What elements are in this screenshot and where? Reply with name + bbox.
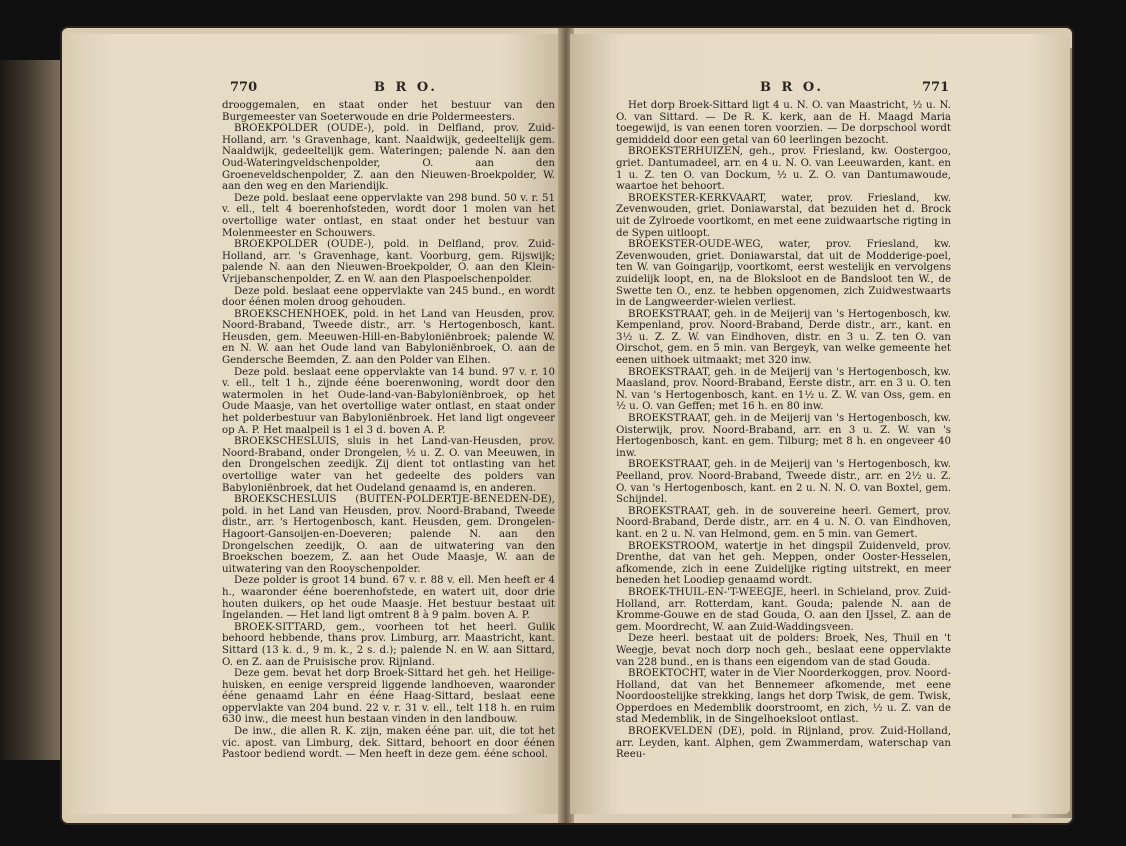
right-page-header xyxy=(570,80,1070,100)
paragraph: Deze pold. beslaat eene oppervlakte van 14 bund. 97 v. r. 10 v. ell., telt 1 h., zijnde ééne boerenwoning, wordt door den watermolen in het Oude-land-van-Babyloniënbroek, op het Oude Maasje, van het overtollige water ontlast, en staat onder het polderbestuur van Babyloniënbroek. Het land ligt ongeveer op A. P. Het maalpeil is 1 el 3 d. boven A. P. xyxy=(222,366,555,436)
running-head: B R O. xyxy=(760,80,824,95)
left-page-header xyxy=(62,80,562,100)
paragraph: BROEKSTROOM, watertje in het dingspil Zuidenveld, prov. Drenthe, dat van het geh. Meppen, onder Ooster-Hesselen, afkomende, zich in eene Zuidelijke rigting uitstrekt, en meer beneden het Loodiep genaamd wordt. xyxy=(616,540,951,587)
paragraph: Het dorp Broek-Sittard ligt 4 u. N. O. van Maastricht, ½ u. N. O. van Sittard. — De R. K. kerk, aan de H. Maagd Maria toegewijd, is van eenen toren voorzien. — De dorpschool wordt gemiddeld door een getal van 60 leerlingen bezocht. xyxy=(616,100,951,146)
page-number: 770 xyxy=(230,80,258,95)
paragraph: De inw., die allen R. K. zijn, maken ééne par. uit, die tot het vic. apost. van Limburg, dek. Sittard, behoort en door éénen Pastoor bediend wordt. — Men heeft in deze gem. ééne school. xyxy=(222,726,555,761)
paragraph: BROEKPOLDER (OUDE-), pold. in Delfland, prov. Zuid-Holland, arr. 's Gravenhage, kant. Voorburg, gem. Rijswijk; palende N. aan den Nieuwen-Broekpolder, O. aan den Klein-Vrijebanschenpolder, Z. en W. aan den Plaspoelschenpolder. xyxy=(222,239,555,285)
paragraph: Deze pold. beslaat eene oppervlakte van 298 bund. 50 v. r. 51 v. ell., telt 4 boerenhofsteden, wordt door 1 molen van het overtollige water ontlast, en staat onder het bestuur van Molenmeester en Schouwers. xyxy=(222,192,555,239)
left-page xyxy=(62,34,562,814)
paragraph: BROEKVELDEN (DE), pold. in Rijnland, prov. Zuid-Holland, arr. Leyden, kant. Alphen, gem Zwammerdam, waterschap van Reeu- xyxy=(616,726,951,761)
book-edge-left xyxy=(0,60,70,760)
paragraph: BROEKSTER-KERKVAART, water, prov. Friesland, kw. Zevenwouden, griet. Doniawarstal, dat bezuiden het d. Brock uit de Zylroede voortkomt, en met eene zuidwaartsche rigting in de Sypen uitloopt. xyxy=(616,192,951,239)
paragraph: BROEKSTRAAT, geh. in de Meijerij van 's Hertogenbosch, kw. Kempenland, prov. Noord-Braband, Derde distr., arr., kant. en 3½ u. Z. Z. W. van Eindhoven, distr. en 3 u. Z. ten O. van Oirschot, gem. en 5 min. van Bergeyk, van welke gemeente het eenen uithoek uitmaakt; met 320 inw. xyxy=(616,308,951,367)
paragraph: BROEKTOCHT, water in de Vier Noorderkoggen, prov. Noord-Holland, dat van het Bennemeer afkomende, met eene Noordoostelijke strekking, langs het dorp Twisk, de gem. Twisk, Opperdoes en Medemblik doorstroomt, en zich, ½ u. Z. van de stad Medemblik, in de Singelhoeksloot ontlast. xyxy=(616,668,951,726)
paragraph: drooggemalen, en staat onder het bestuur van den Burgemeester van Soeterwoude en drie Poldermeesters. xyxy=(222,100,555,123)
page-number: 771 xyxy=(922,80,950,95)
paragraph: BROEKSTERHUIZEN, geh., prov. Friesland, kw. Oostergoo, griet. Dantumadeel, arr. en 4 u. N. O. van Leeuwarden, kant. en 1 u. Z. ten O. van Dockum, ½ u. Z. O. van Dantumawoude, waartoe het behoort. xyxy=(616,146,951,193)
paragraph: BROEK-THUIL-EN-'T-WEEGJE, heerl. in Schieland, prov. Zuid-Holland, arr. Rotterdam, kant. Gouda; palende N. aan de Kromme-Gouwe en de stad Gouda, O. aan den IJssel, Z. aan de gem. Moordrecht, W. aan Zuid-Waddingsveen. xyxy=(616,586,951,633)
paragraph: BROEKSTRAAT, geh. in de Meijerij van 's Hertogenbosch, kw. Oisterwijk, prov. Noord-Braband, arr. en 3 u. Z. W. van 's Hertogenbosch, kant. en gem. Tilburg; met 8 h. en ongeveer 40 inw. xyxy=(616,413,951,459)
paragraph: BROEKSCHESLUIS (BUITEN-POLDERTJE-BENEDEN-DE), pold. in het Land van Heusden, prov. Noord-Braband, Tweede distr., arr. 's Hertogenbosch, kant. Heusden, gem. Drongelen-Hagoort-Gansoijen-en-Doeveren; palende N. aan den Drongelschen zeedijk, O. aan de uitwatering van den Broekschen boezem, Z. aan het Oude Maasje, W. aan de uitwatering van den Rooyschenpolder. xyxy=(222,494,555,575)
paragraph: BROEKSCHENHOEK, pold. in het Land van Heusden, prov. Noord-Braband, Tweede distr., arr. 's Hertogenbosch, kant. Heusden, gem. Meeuwen-Hill-en-Babyloniënbroek; palende W. en N. W. aan het Oude land van Babyloniënbroek, O. aan de Gendersche Beemden, Z. aan den Polder van Elhen. xyxy=(222,308,555,367)
paragraph: BROEKPOLDER (OUDE-), pold. in Delfland, prov. Zuid-Holland, arr. 's Gravenhage, kant. Naaldwijk, gedeeltelijk gem. Naaldwijk, gedeeltelijk gem. Wateringen; palende N. aan den Oud-Wateringveldschenpolder, O. aan den Groeneveldschenpolder, Z. aan den Nieuwen-Broekpolder, W. aan den weg en den Mariendijk. xyxy=(222,123,555,193)
paragraph: Deze heerl. bestaat uit de polders: Broek, Nes, Thuil en 't Weegje, bevat noch dorp noch geh., beslaat eene oppervlakte van 228 bund., en is thans een eigendom van de stad Gouda. xyxy=(616,633,951,668)
running-head: B R O. xyxy=(374,80,438,95)
paragraph: Deze polder is groot 14 bund. 67 v. r. 88 v. ell. Men heeft er 4 h., waaronder ééne boerenhofstede, en watert uit, door drie houten duikers, op het oude Maasje. Het bestuur bestaat uit Ingelanden. — Het land ligt omtrent 8 à 9 palm. boven A. P. xyxy=(222,575,555,622)
paragraph: BROEKSTRAAT, geh. in de souvereine heerl. Gemert, prov. Noord-Braband, Derde distr., arr. en 4 u. N. O. van Eindhoven, kant. en 2 u. N. van Helmond, gem. en 5 min. van Gemert. xyxy=(616,505,951,540)
right-page-text xyxy=(616,100,951,761)
right-page xyxy=(570,34,1070,814)
paragraph: BROEK-SITTARD, gem., voorheen tot het heerl. Gulik behoord hebbende, thans prov. Limburg, arr. Maastricht, kant. Sittard (13 k. d., 9 m. k., 2 s. d.); palende N. en W. aan Sittard, O. en Z. aan de Pruisische prov. Rijnland. xyxy=(222,621,555,668)
paragraph: Deze gem. bevat het dorp Broek-Sittard het geh. het Heilige-huisken, en eenige verspreid liggende landhoeven, waaronder ééne genaamd Lahr en ééne Haag-Sittard, beslaat eene oppervlakte van 204 bund. 22 v. r. 31 v. ell., telt 118 h. en ruim 630 inw., die meest hun bestaan vinden in den landbouw. xyxy=(222,668,555,726)
paragraph: BROEKSTRAAT, geh. in de Meijerij van 's Hertogenbosch, kw. Maasland, prov. Noord-Braband, Eerste distr., arr. en 3 u. O. ten N. van 's Hertogenbosch, kant. en 1½ u. Z. W. van Oss, gem. en ½ u. O. van Geffen; met 16 h. en 80 inw. xyxy=(616,366,951,413)
paragraph: Deze pold. beslaat eene oppervlakte van 245 bund., en wordt door éénen molen droog gehouden. xyxy=(222,285,555,309)
paragraph: BROEKSTER-OUDE-WEG, water, prov. Friesland, kw. Zevenwouden, griet. Doniawarstal, dat uit de Modderige-poel, ten W. van Goingarijp, voortkomt, eerst westelijk en vervolgens zuidelijk loopt, en, na de Bloksloot en de Bandsloot ten W., de Swette ten O., enz. te hebben opgenomen, zich Zuidwestwaarts in de Langweerder-wielen verliest. xyxy=(616,239,951,309)
paragraph: BROEKSTRAAT, geh. in de Meijerij van 's Hertogenbosch, kw. Peelland, prov. Noord-Braband, Tweede distr., arr. en 2½ u. Z. O. van 's Hertogenbosch, kant. en 2 u. N. N. O. van Boxtel, gem. Schijndel. xyxy=(616,459,951,506)
open-book xyxy=(62,28,1072,823)
left-page-text xyxy=(222,100,555,761)
paragraph: BROEKSCHESLUIS, sluis in het Land-van-Heusden, prov. Noord-Braband, onder Drongelen, ½ u. Z. O. van Meeuwen, in den Drongelschen zeedijk. Zij dient tot ontlasting van het overtollige water van het gedeelte des polders van Babyloniënbroek, dat het Oudeland genaamd is, en anderen. xyxy=(222,436,555,494)
